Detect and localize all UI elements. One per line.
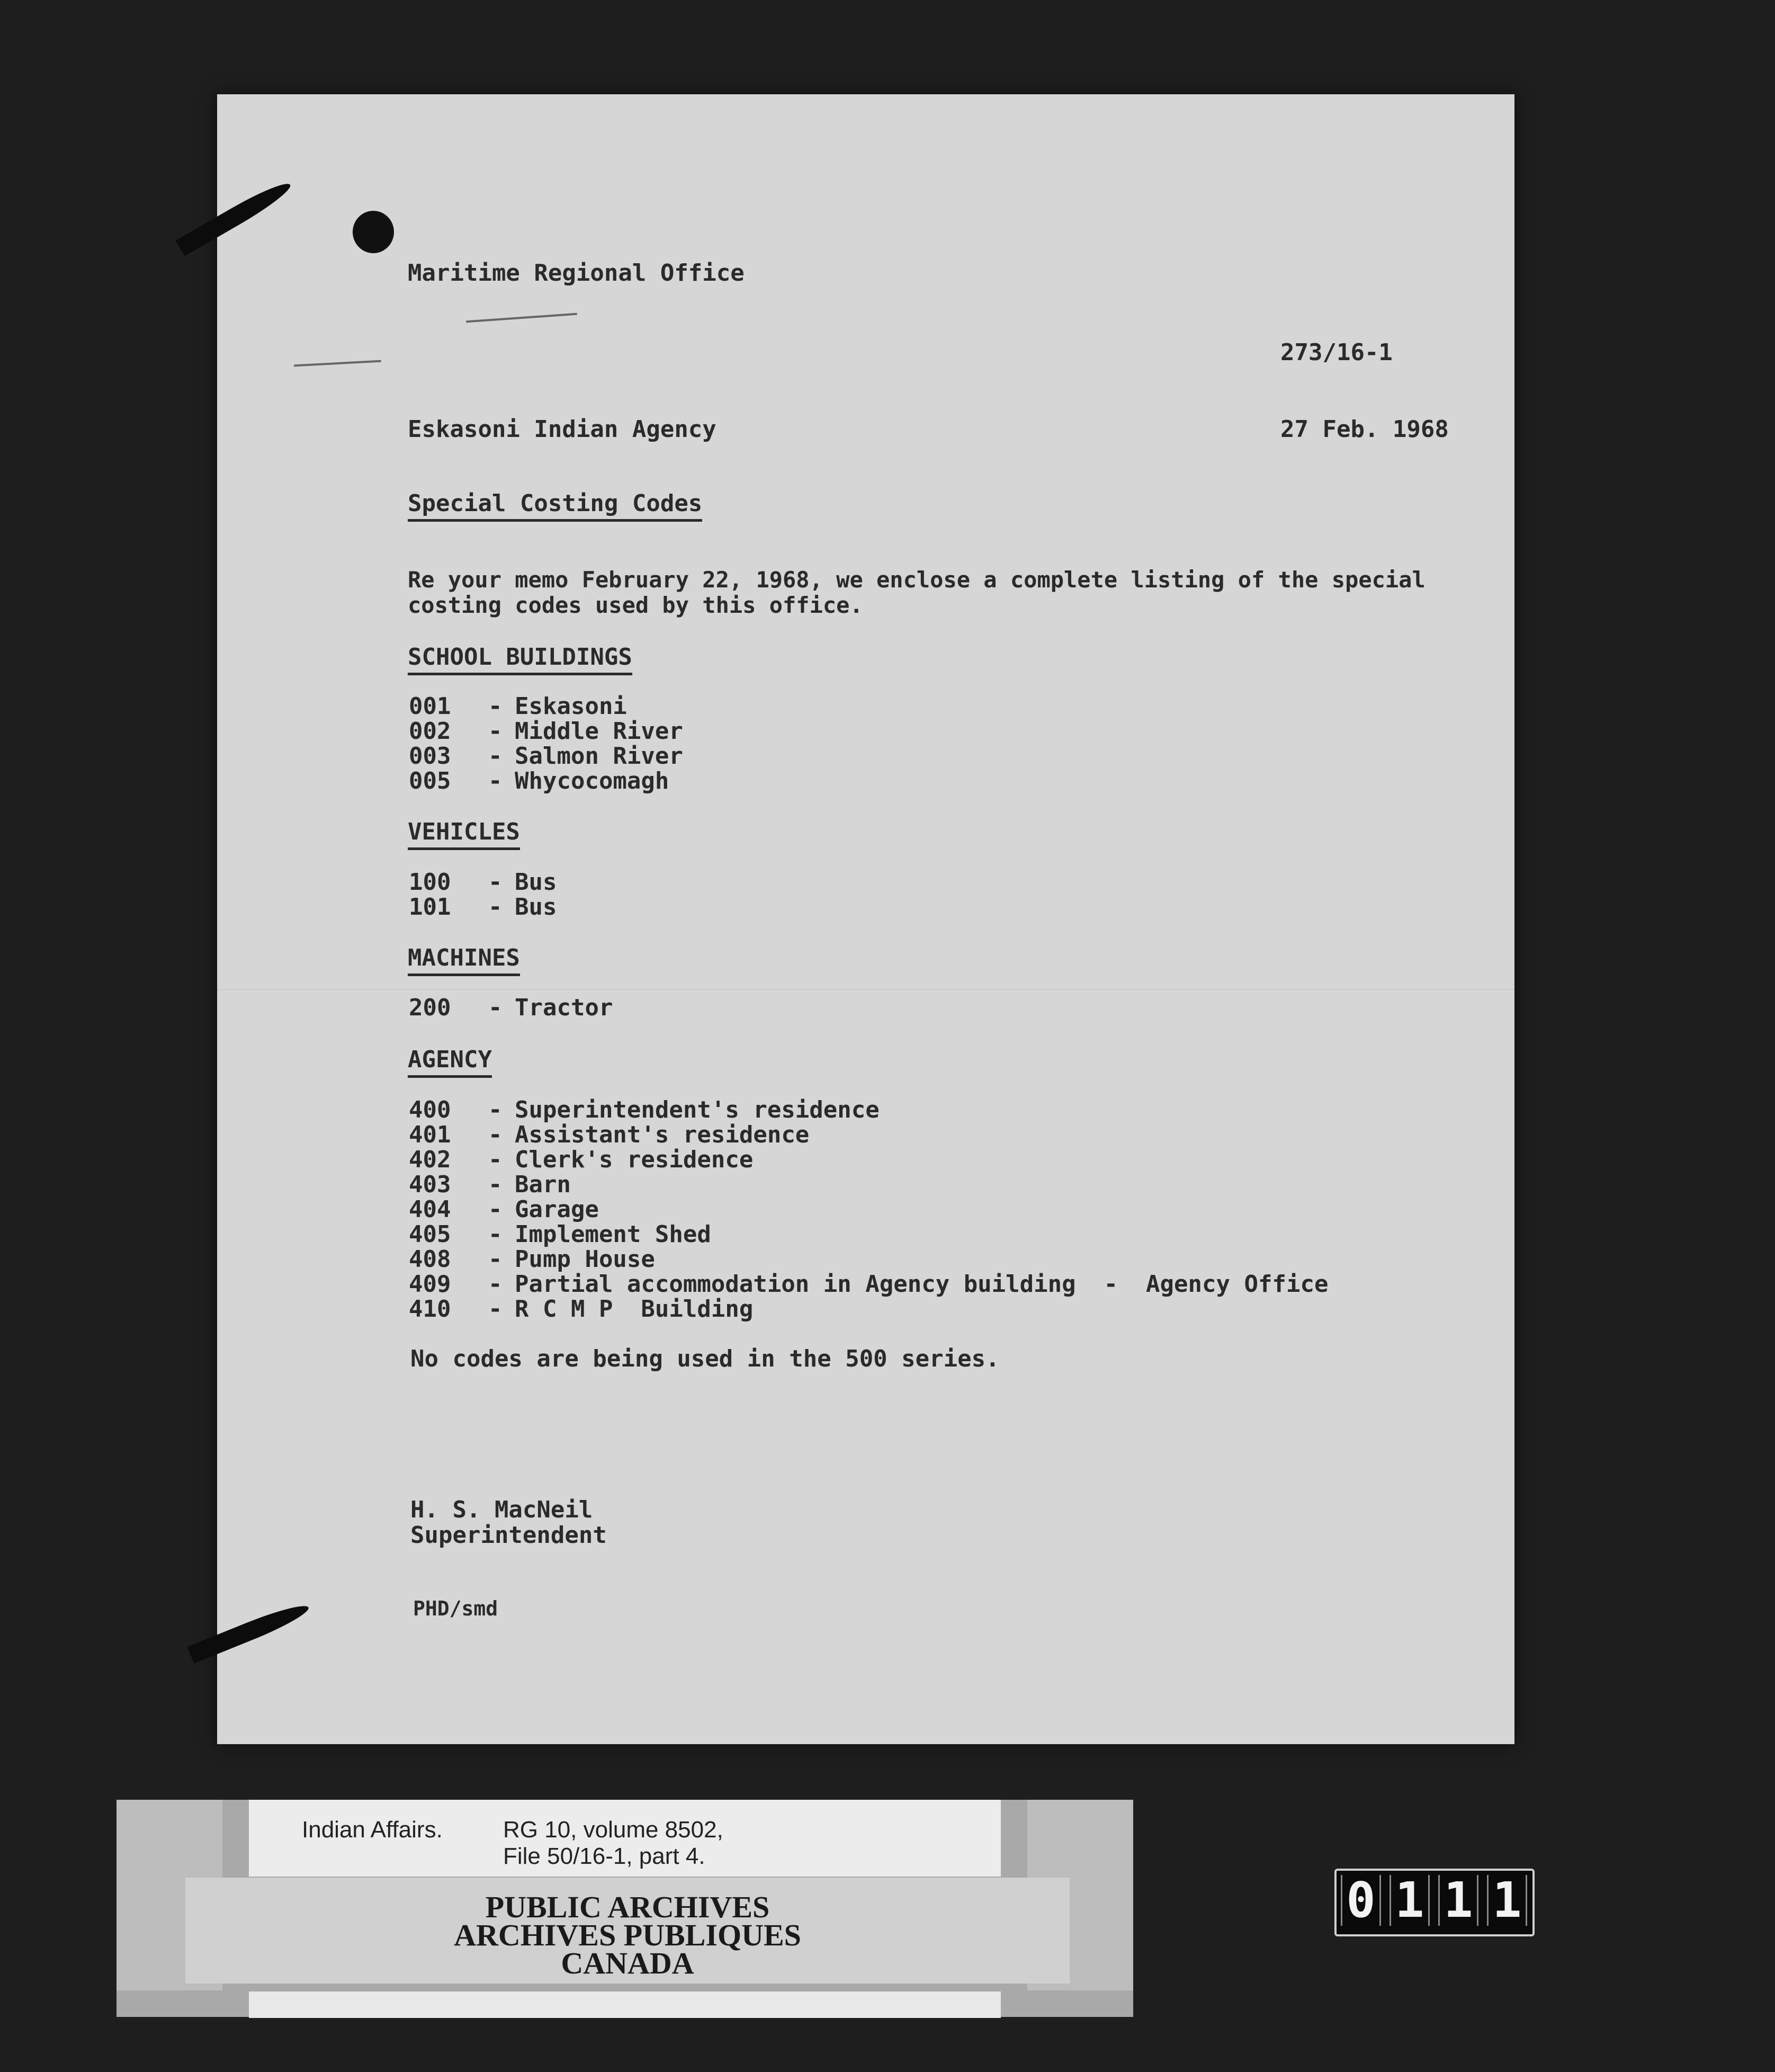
code-number: 101	[409, 894, 451, 921]
archive-collection: Indian Affairs.	[302, 1817, 443, 1843]
code-dash: -	[488, 869, 503, 896]
memo-date: 27 Feb. 1968	[1280, 416, 1449, 443]
code-row	[409, 1271, 1328, 1298]
code-number: 002	[409, 718, 451, 745]
code-row	[409, 1171, 571, 1198]
section-title-machines: MACHINES	[408, 944, 520, 976]
code-row	[409, 1121, 809, 1148]
code-dash: -	[488, 1196, 503, 1223]
frame-counter	[1334, 1869, 1535, 1936]
code-dash: -	[488, 1171, 503, 1198]
code-name: Whycocomagh	[515, 767, 669, 794]
code-dash: -	[488, 1121, 503, 1148]
code-name: Barn	[515, 1171, 571, 1198]
code-name: R C M P Building	[515, 1296, 754, 1323]
memo-file-ref: 273/16-1	[1280, 339, 1393, 366]
archive-reference-line1: RG 10, volume 8502,	[503, 1817, 723, 1843]
code-row	[409, 1096, 880, 1123]
memo-to: Maritime Regional Office	[408, 260, 745, 287]
code-row	[409, 718, 683, 745]
archive-institution-en: PUBLIC ARCHIVES	[485, 1890, 770, 1924]
code-name: Superintendent's residence	[515, 1096, 880, 1123]
code-dash: -	[488, 1146, 503, 1173]
code-dash: -	[488, 693, 503, 720]
archive-reference-line2: File 50/16-1, part 4.	[503, 1843, 705, 1869]
code-name: Pump House	[515, 1246, 655, 1273]
counter-digit: 1	[1389, 1875, 1430, 1926]
code-dash: -	[488, 767, 503, 794]
code-number: 409	[409, 1271, 451, 1298]
code-row	[409, 1146, 753, 1173]
punch-hole	[353, 211, 394, 253]
code-number: 100	[409, 869, 451, 896]
code-name: Eskasoni	[515, 693, 627, 720]
archive-label-strip	[249, 1991, 1001, 2018]
code-name: Middle River	[515, 718, 683, 745]
code-number: 403	[409, 1171, 451, 1198]
code-row	[409, 869, 557, 896]
archive-country: CANADA	[561, 1946, 694, 1980]
code-name: Partial accommodation in Agency building - Agency Office	[515, 1271, 1329, 1298]
code-number: 402	[409, 1146, 451, 1173]
code-row	[409, 894, 557, 921]
code-number: 005	[409, 767, 451, 794]
code-number: 401	[409, 1121, 451, 1148]
code-row	[409, 693, 627, 720]
code-number: 003	[409, 743, 451, 770]
memo-subject: Special Costing Codes	[408, 490, 702, 522]
code-name: Tractor	[515, 994, 613, 1021]
code-name: Salmon River	[515, 743, 683, 770]
code-name: Clerk's residence	[515, 1146, 754, 1173]
code-name: Bus	[515, 869, 557, 896]
memo-intro-line2: costing codes used by this office.	[408, 592, 863, 618]
code-dash: -	[488, 1246, 503, 1273]
memo-intro-line1: Re your memo February 22, 1968, we enclose a complete listing of the special	[408, 567, 1426, 593]
code-dash: -	[488, 718, 503, 745]
typist-initials: PHD/smd	[413, 1597, 498, 1620]
code-name: Assistant's residence	[515, 1121, 810, 1148]
code-row	[409, 1221, 711, 1248]
section-title-agency: AGENCY	[408, 1046, 492, 1078]
code-row	[409, 1296, 753, 1323]
code-number: 410	[409, 1296, 451, 1323]
code-number: 408	[409, 1246, 451, 1273]
counter-digit: 1	[1438, 1875, 1478, 1926]
counter-digit: 1	[1487, 1875, 1527, 1926]
signature-title: Superintendent	[410, 1522, 607, 1549]
signature-name: H. S. MacNeil	[410, 1496, 593, 1523]
counter-digit: 0	[1341, 1875, 1381, 1926]
memo-from: Eskasoni Indian Agency	[408, 416, 716, 443]
code-number: 200	[409, 994, 451, 1021]
code-dash: -	[488, 1296, 503, 1323]
section-title-vehicles: VEHICLES	[408, 818, 520, 850]
code-row	[409, 994, 613, 1021]
code-name: Garage	[515, 1196, 599, 1223]
code-number: 001	[409, 693, 451, 720]
code-number: 405	[409, 1221, 451, 1248]
code-dash: -	[488, 994, 503, 1021]
code-row	[409, 1196, 599, 1223]
code-name: Bus	[515, 894, 557, 921]
closing-note: No codes are being used in the 500 series.	[410, 1345, 1000, 1372]
code-dash: -	[488, 1221, 503, 1248]
archive-institution-fr: ARCHIVES PUBLIQUES	[454, 1918, 801, 1952]
code-row	[409, 743, 683, 770]
code-row	[409, 1246, 655, 1273]
code-dash: -	[488, 743, 503, 770]
code-number: 404	[409, 1196, 451, 1223]
code-dash: -	[488, 1096, 503, 1123]
code-row	[409, 767, 669, 794]
code-dash: -	[488, 894, 503, 921]
code-dash: -	[488, 1271, 503, 1298]
paper-fold	[217, 989, 1514, 992]
section-title-school: SCHOOL BUILDINGS	[408, 644, 632, 675]
code-name: Implement Shed	[515, 1221, 711, 1248]
code-number: 400	[409, 1096, 451, 1123]
